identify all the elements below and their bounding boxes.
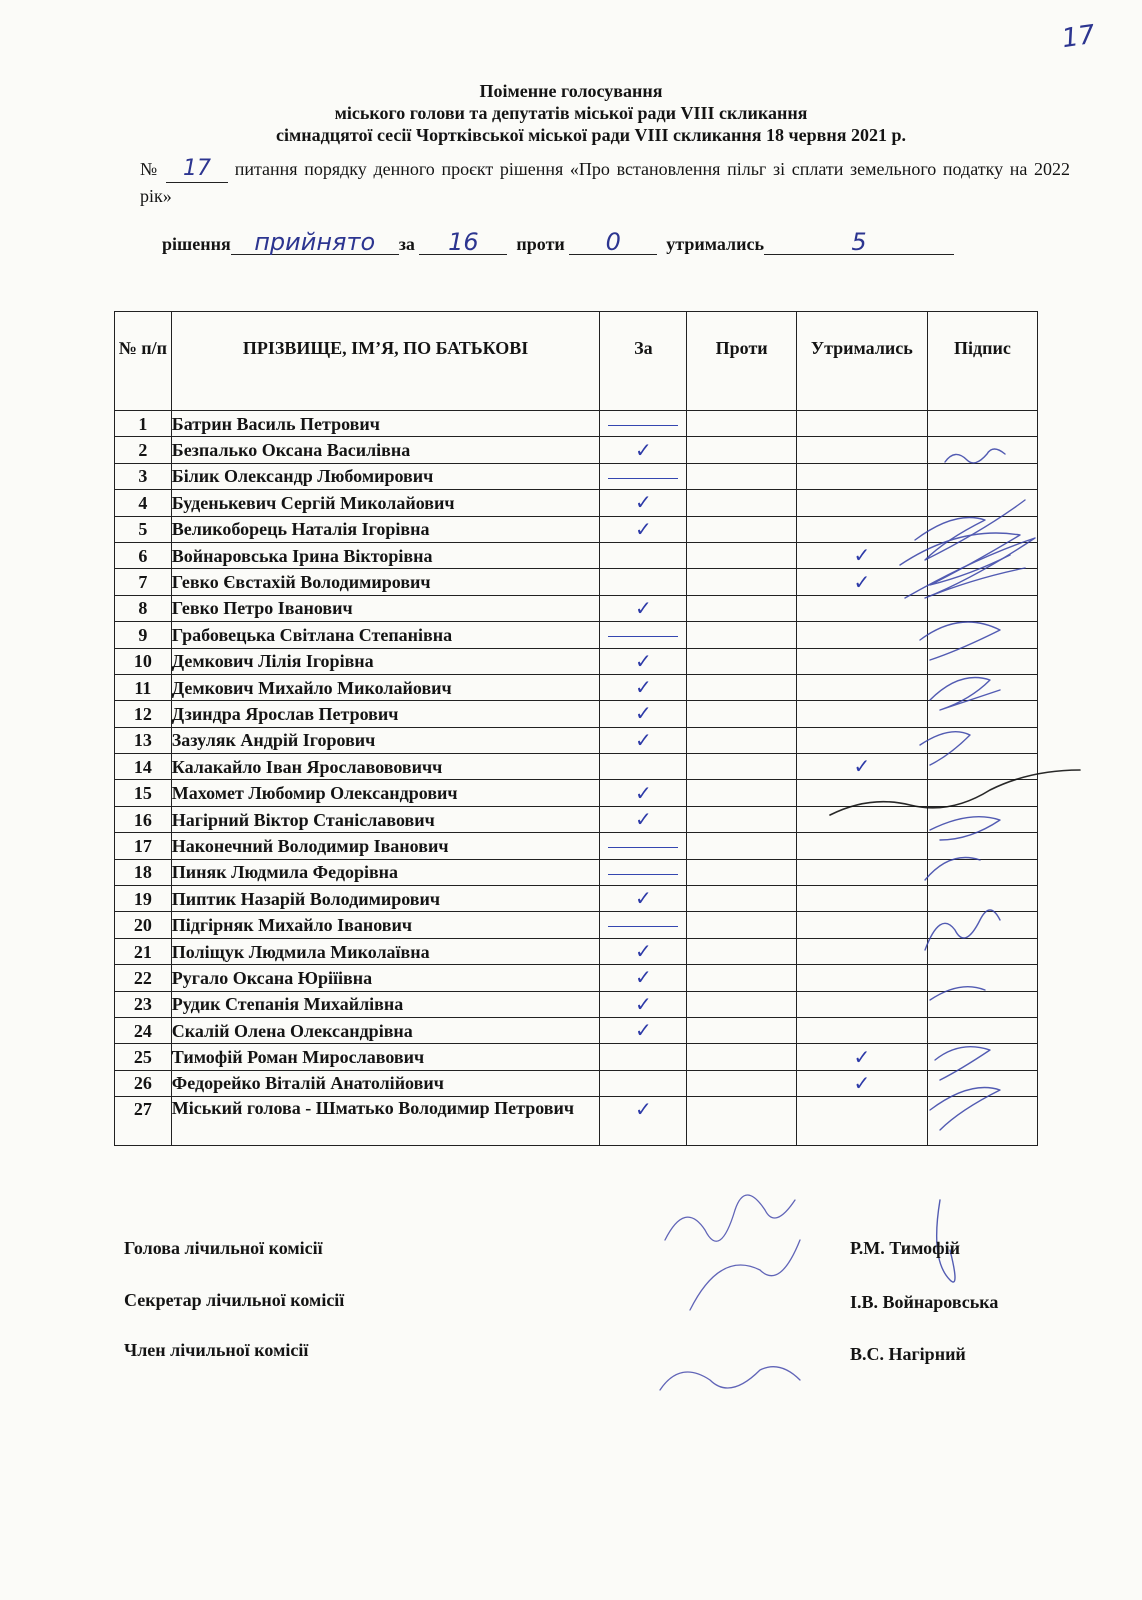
vote-for-cell — [600, 780, 687, 806]
signature-cell — [927, 569, 1037, 595]
deputy-name: Ругало Оксана Юріїівна — [171, 965, 600, 991]
vote-for-cell — [600, 1017, 687, 1043]
deputy-name: Гевко Євстахій Володимирович — [171, 569, 600, 595]
dash-mark — [608, 926, 678, 927]
signature-cell — [927, 727, 1037, 753]
vote-abstain-cell — [796, 622, 927, 648]
signature-cell — [927, 595, 1037, 621]
vote-against-cell — [687, 833, 796, 859]
agenda-item — [140, 156, 1070, 209]
vote-against-cell — [687, 780, 796, 806]
vote-abstain-cell — [796, 701, 927, 727]
row-number: 24 — [115, 1017, 172, 1043]
checkmark-icon: ✓ — [635, 701, 652, 726]
vote-against-cell — [687, 542, 796, 568]
against-count: 0 — [569, 228, 657, 255]
header-for: За — [600, 312, 687, 411]
row-number: 6 — [115, 542, 172, 568]
decision-value: прийнято — [231, 228, 399, 255]
vote-for-cell — [600, 622, 687, 648]
deputy-name: Пиняк Людмила Федорівна — [171, 859, 600, 885]
table-row — [115, 490, 1038, 516]
vote-for-cell — [600, 1097, 687, 1146]
deputy-name: Підгірняк Михайло Іванович — [171, 912, 600, 938]
table-row — [115, 463, 1038, 489]
vote-for-cell — [600, 859, 687, 885]
vote-abstain-cell — [796, 780, 927, 806]
vote-against-cell — [687, 1070, 796, 1096]
row-number: 25 — [115, 1044, 172, 1070]
vote-against-cell — [687, 622, 796, 648]
deputy-name: Білик Олександр Любомирович — [171, 463, 600, 489]
vote-for-cell — [600, 886, 687, 912]
deputy-name: Дзиндра Ярослав Петрович — [171, 701, 600, 727]
dash-mark — [608, 478, 678, 479]
table-row — [115, 595, 1038, 621]
signature-cell — [927, 490, 1037, 516]
abstain-count: 5 — [764, 228, 954, 255]
vote-abstain-cell — [796, 648, 927, 674]
abstain-label: утримались — [666, 234, 764, 254]
vote-for-cell — [600, 516, 687, 542]
vote-against-cell — [687, 1017, 796, 1043]
row-number: 21 — [115, 938, 172, 964]
signature-cell — [927, 859, 1037, 885]
checkmark-icon: ✓ — [853, 569, 871, 594]
table-row — [115, 437, 1038, 463]
table-row — [115, 859, 1038, 885]
commission-secretary-name: І.В. Войнаровська — [850, 1292, 999, 1312]
decision-label: рішення — [162, 234, 231, 254]
row-number: 1 — [115, 411, 172, 437]
document-title: Поіменне голосування — [479, 81, 663, 101]
deputy-name: Грабовецька Світлана Степанівна — [171, 622, 600, 648]
table-row — [115, 1097, 1038, 1146]
checkmark-icon: ✓ — [635, 595, 652, 620]
table-row — [115, 991, 1038, 1017]
checkmark-icon: ✓ — [635, 886, 652, 911]
table-row — [115, 727, 1038, 753]
table-row — [115, 516, 1038, 542]
for-count: 16 — [419, 228, 507, 255]
vote-for-cell — [600, 806, 687, 832]
commission-head-name: Р.М. Тимофій — [850, 1238, 961, 1258]
row-number: 9 — [115, 622, 172, 648]
table-row — [115, 648, 1038, 674]
agenda-number: 17 — [166, 156, 228, 183]
deputy-name: Федорейко Віталій Анатолійович — [171, 1070, 600, 1096]
vote-abstain-cell — [796, 463, 927, 489]
vote-against-cell — [687, 437, 796, 463]
vote-abstain-cell — [796, 595, 927, 621]
vote-against-cell — [687, 727, 796, 753]
signature-cell — [927, 833, 1037, 859]
decision-line — [162, 228, 954, 255]
vote-abstain-cell — [796, 1070, 927, 1096]
checkmark-icon: ✓ — [635, 939, 652, 963]
row-number: 12 — [115, 701, 172, 727]
dash-mark — [608, 874, 678, 875]
signature-cell — [927, 516, 1037, 542]
commission-secretary-label: Секретар лічильної комісії — [124, 1290, 345, 1310]
vote-abstain-cell — [796, 991, 927, 1017]
deputy-name: Войнаровська Ірина Вікторівна — [171, 542, 600, 568]
signature-cell — [927, 411, 1037, 437]
vote-for-cell — [600, 1044, 687, 1070]
vote-for-cell — [600, 411, 687, 437]
vote-abstain-cell — [796, 437, 927, 463]
header-abstain: Утримались — [796, 312, 927, 411]
row-number: 11 — [115, 674, 172, 700]
row-number: 2 — [115, 437, 172, 463]
deputy-name: Скалій Олена Олександрівна — [171, 1017, 600, 1043]
checkmark-icon: ✓ — [635, 648, 652, 673]
vote-for-cell — [600, 938, 687, 964]
vote-against-cell — [687, 411, 796, 437]
deputy-name: Буденькевич Сергій Миколайович — [171, 490, 600, 516]
vote-for-cell — [600, 833, 687, 859]
vote-for-cell — [600, 542, 687, 568]
signature-cell — [927, 806, 1037, 832]
table-row — [115, 780, 1038, 806]
table-row — [115, 886, 1038, 912]
vote-against-cell — [687, 516, 796, 542]
vote-abstain-cell — [796, 965, 927, 991]
vote-abstain-cell — [796, 912, 927, 938]
vote-against-cell — [687, 806, 796, 832]
checkmark-icon: ✓ — [853, 543, 871, 568]
checkmark-icon: ✓ — [635, 1018, 652, 1043]
deputy-name: Міський голова - Шматько Володимир Петрович — [171, 1097, 600, 1146]
table-row — [115, 1070, 1038, 1096]
vote-against-cell — [687, 859, 796, 885]
vote-against-cell — [687, 1044, 796, 1070]
table-body — [115, 411, 1038, 1146]
vote-against-cell — [687, 1097, 796, 1146]
signature-cell — [927, 938, 1037, 964]
vote-against-cell — [687, 938, 796, 964]
vote-against-cell — [687, 965, 796, 991]
session-line: сімнадцятої сесії Чортківської міської ради VIII скликання 18 червня 2021 р. — [276, 125, 906, 145]
document-subtitle: міського голови та депутатів міської ради VIII скликання — [334, 103, 808, 123]
vote-abstain-cell — [796, 886, 927, 912]
row-number: 27 — [115, 1097, 172, 1146]
vote-against-cell — [687, 912, 796, 938]
vote-against-cell — [687, 648, 796, 674]
signature-cell — [927, 622, 1037, 648]
vote-for-cell — [600, 437, 687, 463]
table-row — [115, 411, 1038, 437]
signature-cell — [927, 754, 1037, 780]
row-number: 18 — [115, 859, 172, 885]
header-signature: Підпис — [927, 312, 1037, 411]
vote-abstain-cell — [796, 1044, 927, 1070]
vote-for-cell — [600, 569, 687, 595]
deputy-name: Махомет Любомир Олександрович — [171, 780, 600, 806]
row-number: 4 — [115, 490, 172, 516]
row-number: 19 — [115, 886, 172, 912]
row-number: 20 — [115, 912, 172, 938]
row-number: 14 — [115, 754, 172, 780]
checkmark-icon: ✓ — [635, 1097, 652, 1122]
vote-against-cell — [687, 595, 796, 621]
dash-mark — [608, 847, 678, 848]
vote-for-cell — [600, 991, 687, 1017]
checkmark-icon: ✓ — [853, 1070, 871, 1095]
signature-cell — [927, 991, 1037, 1017]
vote-for-cell — [600, 701, 687, 727]
deputy-name: Гевко Петро Іванович — [171, 595, 600, 621]
row-number: 3 — [115, 463, 172, 489]
signature-cell — [927, 780, 1037, 806]
header-against: Проти — [687, 312, 796, 411]
header-number: № п/п — [115, 312, 172, 411]
checkmark-icon: ✓ — [635, 991, 652, 1016]
vote-against-cell — [687, 754, 796, 780]
row-number: 17 — [115, 833, 172, 859]
row-number: 5 — [115, 516, 172, 542]
table-header-row — [115, 312, 1038, 411]
vote-abstain-cell — [796, 754, 927, 780]
row-number: 23 — [115, 991, 172, 1017]
vote-for-cell — [600, 912, 687, 938]
commission-member-name: В.С. Нагірний — [850, 1344, 966, 1364]
deputy-name: Рудик Степанія Михайлівна — [171, 991, 600, 1017]
vote-against-cell — [687, 569, 796, 595]
signature-cell — [927, 912, 1037, 938]
deputy-name: Демкович Михайло Миколайович — [171, 674, 600, 700]
vote-abstain-cell — [796, 569, 927, 595]
vote-for-cell — [600, 490, 687, 516]
vote-against-cell — [687, 490, 796, 516]
signature-cell — [927, 463, 1037, 489]
against-label: проти — [516, 234, 565, 254]
deputy-name: Наконечний Володимир Іванович — [171, 833, 600, 859]
deputy-name: Тимофій Роман Мирославович — [171, 1044, 600, 1070]
deputy-name: Поліщук Людмила Миколаївна — [171, 938, 600, 964]
vote-against-cell — [687, 463, 796, 489]
checkmark-icon: ✓ — [635, 727, 652, 752]
checkmark-icon: ✓ — [635, 675, 652, 700]
dash-mark — [608, 425, 678, 426]
table-row — [115, 1044, 1038, 1070]
vote-abstain-cell — [796, 1017, 927, 1043]
deputy-name: Батрин Василь Петрович — [171, 411, 600, 437]
vote-for-cell — [600, 463, 687, 489]
header-name: ПРІЗВИЩЕ, ІМ’Я, ПО БАТЬКОВІ — [171, 312, 600, 411]
table-row — [115, 806, 1038, 832]
vote-for-cell — [600, 965, 687, 991]
vote-abstain-cell — [796, 727, 927, 753]
deputy-name: Зазуляк Андрій Ігорович — [171, 727, 600, 753]
vote-abstain-cell — [796, 674, 927, 700]
signature-cell — [927, 886, 1037, 912]
vote-abstain-cell — [796, 859, 927, 885]
signature-cell — [927, 542, 1037, 568]
table-row — [115, 833, 1038, 859]
vote-abstain-cell — [796, 938, 927, 964]
vote-abstain-cell — [796, 1097, 927, 1146]
checkmark-icon: ✓ — [635, 780, 652, 805]
vote-for-cell — [600, 754, 687, 780]
signature-cell — [927, 965, 1037, 991]
page-number: 17 — [1060, 19, 1098, 55]
row-number: 13 — [115, 727, 172, 753]
vote-for-cell — [600, 1070, 687, 1096]
vote-against-cell — [687, 886, 796, 912]
table-row — [115, 965, 1038, 991]
vote-abstain-cell — [796, 806, 927, 832]
vote-abstain-cell — [796, 833, 927, 859]
signature-cell — [927, 1097, 1037, 1146]
agenda-number-prefix: № — [140, 159, 160, 179]
checkmark-icon: ✓ — [635, 516, 652, 541]
vote-for-cell — [600, 595, 687, 621]
row-number: 15 — [115, 780, 172, 806]
vote-against-cell — [687, 991, 796, 1017]
table-row — [115, 912, 1038, 938]
vote-abstain-cell — [796, 542, 927, 568]
table-row — [115, 1017, 1038, 1043]
table-row — [115, 674, 1038, 700]
table-row — [115, 754, 1038, 780]
deputy-name: Калакайло Іван Ярославововичч — [171, 754, 600, 780]
signature-cell — [927, 1044, 1037, 1070]
deputy-name: Безпалько Оксана Василівна — [171, 437, 600, 463]
table-row — [115, 569, 1038, 595]
checkmark-icon: ✓ — [635, 490, 652, 515]
signature-cell — [927, 674, 1037, 700]
deputy-name: Демкович Лілія Ігорівна — [171, 648, 600, 674]
vote-for-cell — [600, 674, 687, 700]
checkmark-icon: ✓ — [853, 754, 871, 779]
checkmark-icon: ✓ — [635, 437, 652, 462]
roll-call-table — [114, 311, 1038, 1146]
row-number: 7 — [115, 569, 172, 595]
signature-cell — [927, 1017, 1037, 1043]
vote-against-cell — [687, 674, 796, 700]
commission-head-label: Голова лічильної комісії — [124, 1238, 323, 1258]
signature-cell — [927, 701, 1037, 727]
dash-mark — [608, 636, 678, 637]
deputy-name: Великоборець Наталія Ігорівна — [171, 516, 600, 542]
vote-abstain-cell — [796, 411, 927, 437]
vote-for-cell — [600, 727, 687, 753]
commission-member-label: Член лічильної комісії — [124, 1340, 309, 1360]
vote-against-cell — [687, 701, 796, 727]
checkmark-icon: ✓ — [853, 1044, 871, 1069]
agenda-text: питання порядку денного проєкт рішення «Про встановлення пільг зі сплати земельного податку на 2022 рік» — [140, 159, 1071, 206]
row-number: 16 — [115, 806, 172, 832]
table-row — [115, 701, 1038, 727]
row-number: 26 — [115, 1070, 172, 1096]
signature-cell — [927, 437, 1037, 463]
table-row — [115, 542, 1038, 568]
signature-cell — [927, 648, 1037, 674]
row-number: 10 — [115, 648, 172, 674]
row-number: 8 — [115, 595, 172, 621]
for-label: за — [398, 234, 415, 254]
table-row — [115, 938, 1038, 964]
signature-cell — [927, 1070, 1037, 1096]
table-row — [115, 622, 1038, 648]
row-number: 22 — [115, 965, 172, 991]
checkmark-icon: ✓ — [635, 807, 652, 832]
vote-abstain-cell — [796, 516, 927, 542]
vote-for-cell — [600, 648, 687, 674]
checkmark-icon: ✓ — [635, 965, 652, 990]
deputy-name: Пиптик Назарій Володимирович — [171, 886, 600, 912]
deputy-name: Нагірний Віктор Станіславович — [171, 806, 600, 832]
vote-abstain-cell — [796, 490, 927, 516]
